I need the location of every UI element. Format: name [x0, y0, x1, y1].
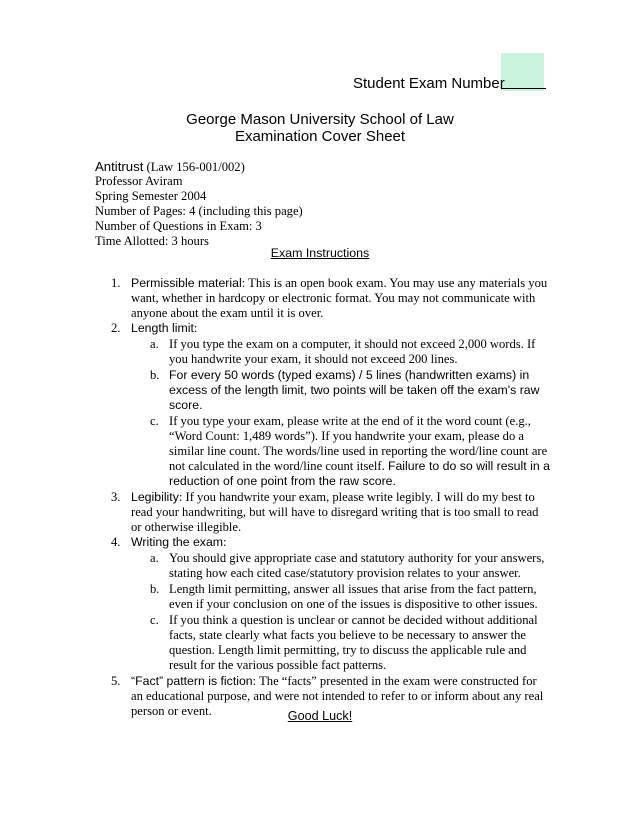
- professor: Professor Aviram: [95, 174, 183, 188]
- item-text: : If you handwrite your exam, please write legibly. I will do my best to read your handwriting, but will have to disregard writing that is too small to read or otherwise illegible.: [131, 490, 539, 534]
- sub-text: If you type your exam, please write at the end of it the word count (e.g., “Word Count: 1,489 words”). If you handwrite your exam, please do a similar line count. The words/line used in reporting the word/line count are not calculated in the word/line count itself.: [169, 414, 548, 473]
- sub-item: [111, 368, 551, 413]
- sub-letter: c.: [150, 414, 159, 428]
- title-line-1: George Mason University School of Law: [186, 111, 454, 128]
- sub-item: [111, 337, 551, 367]
- instruction-item: [111, 276, 551, 321]
- sub-emphasis: For every 50 words (typed exams) / 5 lines (handwritten exams) in excess of the length limit, two points will be taken off the exam's raw score.: [169, 368, 540, 412]
- time-allotted: Time Allotted: 3 hours: [95, 234, 209, 248]
- sub-emphasis: Failure to do so will result in a reduction of one point from the raw score.: [169, 459, 550, 488]
- item-number: 2.: [111, 321, 121, 335]
- item-number: 1.: [111, 276, 121, 290]
- instructions-list: [111, 276, 551, 719]
- sub-list: [111, 337, 551, 489]
- course-name: Antitrust: [95, 159, 144, 174]
- item-title: Permissible material: [131, 276, 242, 290]
- sub-letter: b.: [150, 582, 160, 596]
- sub-item: [111, 414, 551, 489]
- item-title: “Fact” pattern is fiction: [131, 674, 253, 688]
- instructions-heading: Exam Instructions: [270, 246, 370, 260]
- item-text: : This is an open book exam. You may use any materials you want, whether in hardcopy or electronic format. You may not communicate with anyone about the exam until it is over.: [131, 276, 548, 320]
- sub-text: Length limit permitting, answer all issues that arise from the fact pattern, even if your conclusion on one of the issues is dispositive to other issues.: [169, 582, 538, 611]
- page-count: Number of Pages: 4 (including this page): [95, 204, 303, 218]
- sub-letter: a.: [150, 551, 159, 565]
- title-line-2: Examination Cover Sheet: [234, 128, 406, 145]
- sub-text: If you think a question is unclear or cannot be decided without additional facts, state clearly what facts you believe to be necessary to answer the question. Length limit permitting, try to discuss the applicable rule and result for the various possible fact patterns.: [169, 613, 538, 672]
- question-count: Number of Questions in Exam: 3: [95, 219, 262, 233]
- sub-text: If you type the exam on a computer, it should not exceed 2,000 words. If you handwrite your exam, it should not exceed 200 lines.: [169, 337, 536, 366]
- sub-letter: c.: [150, 613, 159, 627]
- sub-item: [111, 582, 551, 612]
- course-info: [95, 159, 575, 249]
- instruction-item: [111, 535, 551, 550]
- sub-letter: b.: [150, 368, 160, 382]
- sub-item: [111, 613, 551, 673]
- item-title: Legibility: [131, 490, 179, 504]
- instruction-item: [111, 490, 551, 535]
- exam-number-blank: [501, 88, 546, 89]
- sub-text: You should give appropriate case and statutory authority for your answers, stating how each cited case/statutory provision relates to your answer.: [169, 551, 545, 580]
- exam-number-box[interactable]: [501, 53, 544, 91]
- sub-letter: a.: [150, 337, 159, 351]
- item-number: 4.: [111, 535, 121, 549]
- good-luck: Good Luck!: [287, 709, 353, 723]
- course-line: [95, 159, 575, 174]
- instruction-item: [111, 321, 551, 336]
- item-number: 5.: [111, 674, 121, 688]
- sub-item: [111, 551, 551, 581]
- item-text: : The “facts” presented in the exam were constructed for an educational purpose, and were not intended to refer to or inform about any real person or event.: [131, 674, 544, 718]
- item-title: Writing the exam: [131, 535, 224, 549]
- item-text: :: [223, 535, 227, 549]
- document-title: [0, 111, 640, 145]
- semester: Spring Semester 2004: [95, 189, 207, 203]
- item-number: 3.: [111, 490, 121, 504]
- exam-number-label: Student Exam Number: [353, 75, 505, 92]
- item-text: :: [193, 321, 198, 335]
- sub-list: [111, 551, 551, 673]
- course-code: (Law 156-001/002): [143, 160, 245, 174]
- item-title: Length limit: [131, 321, 194, 335]
